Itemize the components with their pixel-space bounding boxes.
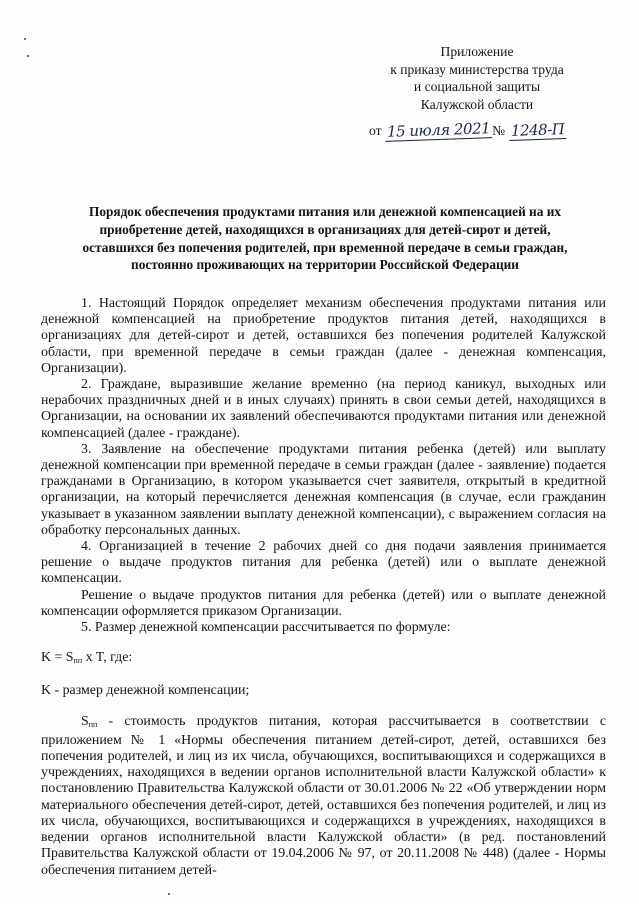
appendix-title: Приложение [440,44,514,59]
definition-s: $S_{пп}$ - стоимость продуктов питания, которая рассчитывается в соответствии с приложением № 1 «Нормы обеспечения питанием детей-сирот, детей, оставшихся без попечения родителей, и лиц из их числа, обучающихся, воспитывающихся и содержащихся в учреждениях, находящихся в ведении органов исполнительной власти Калужской области» к постановлению Правительства Калужской области от 30.01.2006 № 22 «Об утверждении норм материального обеспечения детей-сирот, детей, оставшихся без попечения родителей, и лиц из их числа, обучающихся, воспитывающихся и содержащихся в учреждениях, находящихся в ведении органов исполнительной власти Калужской области» (в ред. постановлений Правительства Калужской области от 19.04.2006 № 97, от 20.11.2008 № 448) (далее - Нормы обеспечения питанием детей- [41,713,606,878]
scan-dot [27,55,29,57]
order-date-handwritten: 15 июля 2021 [385,119,493,142]
paragraph-1: 1. Настоящий Порядок определяет механизм обеспечения продуктами питания или денежной компенсацией на приобретение продуктов питания детей, находящихся в организациях для детей-сирот и детей, оставшихся без попечения родителей Калужской области, при временной передаче в семьи граждан (далее - денежная компенсация, Организации). [41,296,606,376]
order-number-handwritten: 1248-П [508,120,566,141]
appendix-ministry: и социальной защиты [413,79,541,94]
compensation-formula: $K = S_{пп}$ x T, где: [41,650,133,666]
title-line: Порядок обеспечения продуктами питания или денежной компенсацией на их [88,204,561,219]
definition-k: K - размер денежной компенсации; [41,683,250,699]
title-line: постоянно проживающих на территории Российской Федерации [131,257,519,273]
document-body [41,296,606,879]
document-title [55,203,595,274]
paragraph-3: 3. Заявление на обеспечение продуктами питания ребенка (детей) или выплату денежной компенсации при временной передаче в семьи граждан (далее - заявление) подается гражданами в Организацию, в котором указывается счет заявителя, открытый в кредитной организации, на который перечисляется денежная компенсация (в случае, если гражданин указывает в указанном заявлении выплату денежной компенсации), с выражением согласия на обработку персональных данных. [41,441,606,538]
scan-dot [168,893,170,895]
definition-subscript: пп [88,719,98,729]
order-from-label: от [369,123,382,138]
appendix-region: Калужской области [420,96,534,112]
paragraph-2: 2. Граждане, выразившие желание временно (на период каникул, выходных или нерабочих праздничных дней и в иных случаях) принять в свои семьи детей, находящихся в Организации, на основании их заявлений обеспечиваются продуктами питания или денежной компенсацией (далее - граждане). [41,377,606,441]
formula-subscript: пп [73,656,83,666]
appendix-header [362,43,592,113]
order-date-number [369,121,599,140]
paragraph-decision: Решение о выдаче продуктов питания для ребенка (детей) или о выплате денежной компенсации оформляется приказом Организации. [41,587,606,619]
title-line: оставшихся без попечения родителей, при временной передаче в семьи граждан, [82,239,568,255]
order-number-label: № [492,123,506,138]
paragraph-4: 4. Организацией в течение 2 рабочих дней со дня подачи заявления принимается решение о выдаче продуктов питания для ребенка (детей) или о выплате денежной компенсации. [41,539,606,587]
scan-dot [24,38,26,40]
title-line: приобретение детей, находящихся в организациях для детей-сирот и детей, [99,221,551,237]
appendix-order-ref: к приказу министерства труда [390,61,564,77]
paragraph-5: 5. Размер денежной компенсации рассчитывается по формуле: [81,620,451,636]
